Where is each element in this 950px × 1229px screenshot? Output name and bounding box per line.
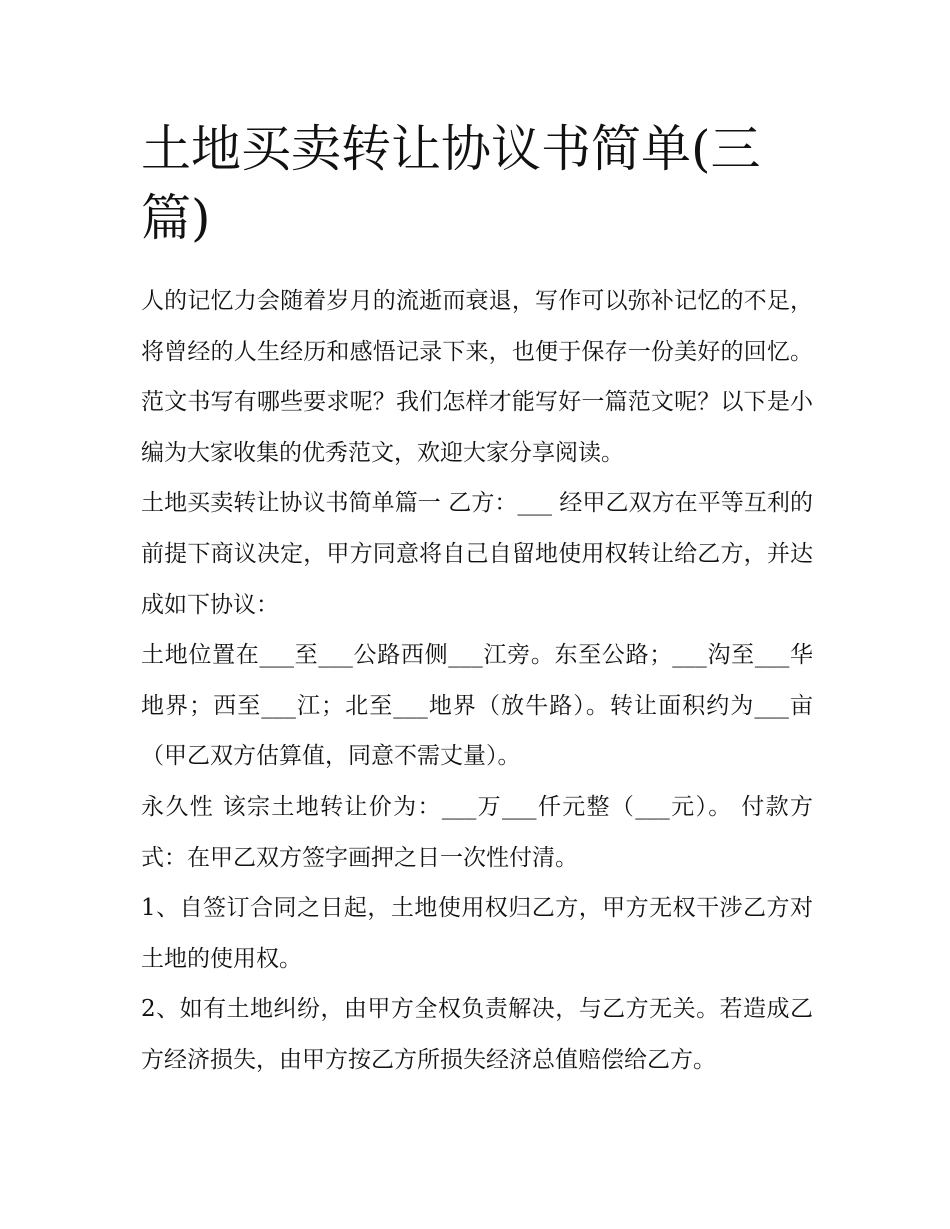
document-body <box>141 276 813 1086</box>
clause-one-paragraph: 1、自签订合同之日起，土地使用权归乙方，甲方无权干涉乙方对土地的使用权。 <box>141 895 813 972</box>
section-one-paragraph: 土地买卖转让协议书简单篇一 乙方：___ 经甲乙双方在平等互利的前提下商议决定，甲方同意将自己自留地使用权转让给乙方，并达成如下协议： <box>141 490 813 618</box>
intro-paragraph: 人的记忆力会随着岁月的流逝而衰退，写作可以弥补记忆的不足，将曾经的人生经历和感悟记录下来，也便于保存一份美好的回忆。范文书写有哪些要求呢？我们怎样才能写好一篇范文呢？以下是小编为大家收集的优秀范文，欢迎大家分享阅读。 <box>141 288 813 466</box>
price-paragraph: 永久性 该宗土地转让价为：___万___仟元整（___元）。 付款方式：在甲乙双方签字画押之日一次性付清。 <box>141 793 813 871</box>
clause-two-paragraph: 2、如有土地纠纷，由甲方全权负责解决，与乙方无关。若造成乙方经济损失，由甲方按乙方所损失经济总值赔偿给乙方。 <box>141 996 813 1073</box>
document-title: 土地买卖转让协议书简单(三篇) <box>141 120 761 247</box>
land-location-paragraph: 土地位置在___至___公路西侧___江旁。东至公路；___沟至___华地界；西至___江；北至___地界（放牛路）。转让面积约为___亩（甲乙双方估算值，同意不需丈量）。 <box>141 642 813 770</box>
